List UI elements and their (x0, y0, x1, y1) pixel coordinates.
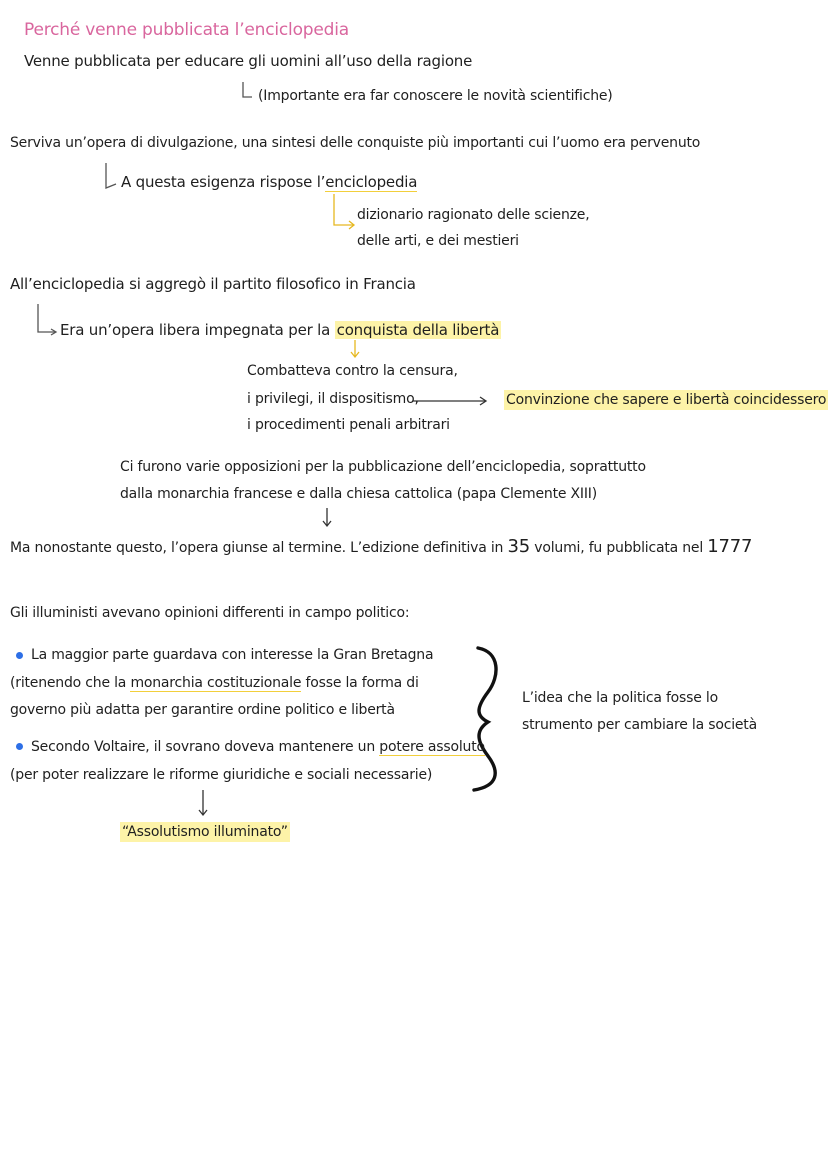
s5-result: “Assolutismo illuminato” (122, 824, 288, 840)
s2-def2: delle arti, e dei mestieri (357, 233, 519, 249)
s2-answer (121, 172, 417, 192)
s5-b1-line2 (10, 673, 419, 693)
s5-b2-line1 (31, 737, 485, 757)
s5-b1-line2-b: fosse la forma di (301, 675, 419, 691)
s3-fight3: i procedimenti penali arbitrari (247, 417, 450, 433)
s1-note: (Importante era far conoscere le novità scientifiche) (258, 88, 613, 104)
bullet-2 (16, 743, 23, 750)
corner-arrow-1 (243, 82, 252, 97)
s5-b1-line2-u: monarchia costituzionale (130, 675, 302, 691)
s5-b2-line1-u: potere assoluto (379, 739, 485, 755)
corner-arrow-4 (38, 304, 55, 332)
s5-b2-line1-a: Secondo Voltaire, il sovrano doveva mantenere un (31, 739, 380, 755)
corner-arrow-2 (106, 163, 116, 188)
s5-brace-note2: strumento per cambiare la società (522, 717, 757, 733)
s2-answer-term: enciclopedia (325, 173, 418, 191)
s3-line: All’enciclopedia si aggregò il partito filosofico in Francia (10, 275, 416, 293)
s3-sub (60, 320, 501, 340)
s4-line1: Ci furono varie opposizioni per la pubblicazione dell’enciclopedia, soprattutto (120, 459, 646, 475)
s3-fight1: Combatteva contro la censura, (247, 363, 458, 379)
s2-line: Serviva un’opera di divulgazione, una sintesi delle conquiste più importanti cui l’uomo era pervenuto (10, 135, 701, 151)
s5-intro: Gli illuministi avevano opinioni differenti in campo politico: (10, 605, 410, 621)
s2-answer-prefix: A questa esigenza rispose l’ (121, 173, 326, 191)
s1-line: Venne pubblicata per educare gli uomini all’uso della ragione (24, 52, 473, 70)
s5-b1-line3: governo più adatta per garantire ordine politico e libertà (10, 702, 395, 718)
s3-sub-prefix: Era un’opera libera impegnata per la (60, 321, 335, 339)
curly-brace (474, 648, 496, 790)
s5-brace-note1: L’idea che la politica fosse lo (522, 690, 718, 706)
bullet-1 (16, 652, 23, 659)
s4-final-volumes: 35 (507, 536, 530, 557)
s5-b2-line2: (per poter realizzare le riforme giuridiche e sociali necessarie) (10, 767, 433, 783)
s4-final (10, 537, 752, 558)
s3-fight2: i privilegi, il dispositismo, (247, 391, 419, 407)
s4-final-prefix: Ma nonostante questo, l’opera giunse al termine. L’edizione definitiva in (10, 540, 508, 556)
page-title: Perché venne pubblicata l’enciclopedia (24, 20, 349, 40)
s3-conclusion: Convinzione che sapere e libertà coincidessero (506, 392, 827, 408)
s4-line2: dalla monarchia francese e dalla chiesa cattolica (papa Clemente XIII) (120, 486, 597, 502)
s5-b1-line1: La maggior parte guardava con interesse la Gran Bretagna (31, 647, 434, 663)
s4-final-middle: volumi, fu pubblicata nel (530, 540, 708, 556)
s2-def1: dizionario ragionato delle scienze, (357, 207, 590, 223)
s3-sub-highlight: conquista della libertà (336, 321, 500, 339)
s4-final-year: 1777 (707, 536, 753, 557)
s5-b1-line2-a: (ritenendo che la (10, 675, 131, 691)
corner-arrow-3 (334, 194, 353, 225)
